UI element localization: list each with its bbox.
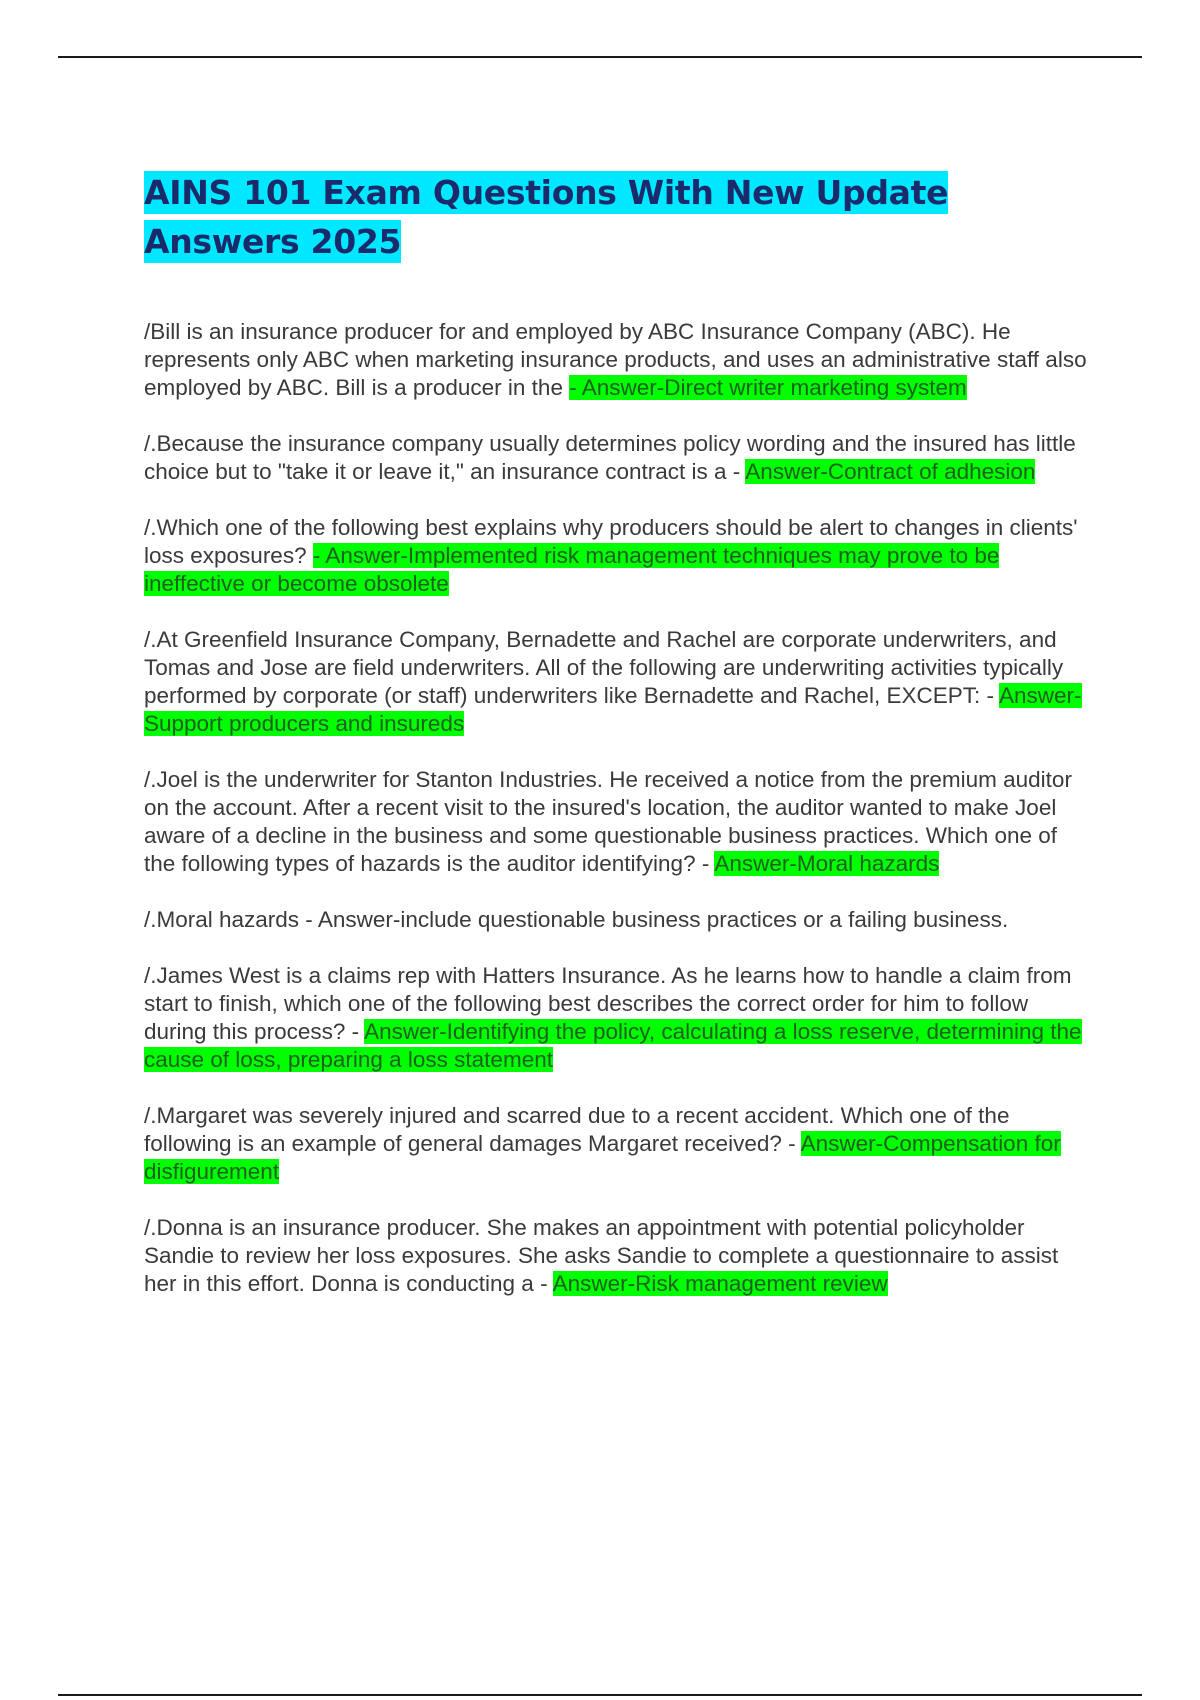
qa-item — [144, 626, 1094, 738]
question-text: /Bill is an insurance producer for and employed by ABC Insurance Company (ABC). He represents only ABC when marketing insurance products, and uses an administrative staff also employed by ABC. Bill is a producer in the — [144, 319, 1087, 400]
question-text: /.Moral hazards - Answer-include questionable business practices or a failing business. — [144, 907, 1009, 932]
qa-item — [144, 318, 1094, 402]
document-title — [144, 168, 1094, 266]
question-text: /.At Greenfield Insurance Company, Bernadette and Rachel are corporate underwriters, and Tomas and Jose are field underwriters. All of the following are underwriting activities typically performed by corporate (or staff) underwriters like Bernadette and Rachel, EXCEPT: - — [144, 627, 1064, 708]
question-text: /.James West is a claims rep with Hatters Insurance. As he learns how to handle a claim from start to finish, which one of the following best describes the correct order for him to follow during this process? - — [144, 963, 1072, 1044]
question-text: /.Joel is the underwriter for Stanton Industries. He received a notice from the premium auditor on the account. After a recent visit to the insured's location, the auditor wanted to make Joel aware of a decline in the business and some questionable business practices. Which one of the following types of hazards is the auditor identifying? - — [144, 767, 1072, 876]
answer-text: - Answer-Direct writer marketing system — [569, 375, 967, 400]
qa-item — [144, 766, 1094, 878]
answer-text: Answer-Contract of adhesion — [745, 459, 1036, 484]
answer-text: - Answer-Implemented risk management techniques may prove to be ineffective or become obsolete — [144, 543, 1000, 596]
qa-item — [144, 514, 1094, 598]
qa-item — [144, 1102, 1094, 1186]
document-title-text: AINS 101 Exam Questions With New Update Answers 2025 — [144, 173, 949, 261]
qa-item — [144, 1214, 1094, 1298]
qa-item — [144, 430, 1094, 486]
question-text: /.Because the insurance company usually determines policy wording and the insured has little choice but to "take it or leave it," an insurance contract is a - — [144, 431, 1076, 484]
question-text: /.Margaret was severely injured and scarred due to a recent accident. Which one of the following is an example of general damages Margaret received? - — [144, 1103, 1010, 1156]
question-text: /.Which one of the following best explains why producers should be alert to changes in clients' loss exposures? — [144, 515, 1078, 568]
answer-text: Answer-Identifying the policy, calculating a loss reserve, determining the cause of loss, preparing a loss statement — [144, 1019, 1082, 1072]
answer-text: Answer-Risk management review — [552, 1271, 888, 1296]
footer-rule — [58, 1694, 1142, 1696]
question-text: /.Donna is an insurance producer. She makes an appointment with potential policyholder Sandie to review her loss exposures. She asks Sandie to complete a questionnaire to assist her in this effort. Donna is conducting a - — [144, 1215, 1059, 1296]
answer-text: Answer-Support producers and insureds — [144, 683, 1082, 736]
qa-list — [144, 318, 1094, 1326]
qa-item — [144, 906, 1094, 934]
answer-text: Answer-Moral hazards — [714, 851, 940, 876]
qa-item — [144, 962, 1094, 1074]
header-rule — [58, 56, 1142, 58]
answer-text: Answer-Compensation for disfigurement — [144, 1131, 1061, 1184]
